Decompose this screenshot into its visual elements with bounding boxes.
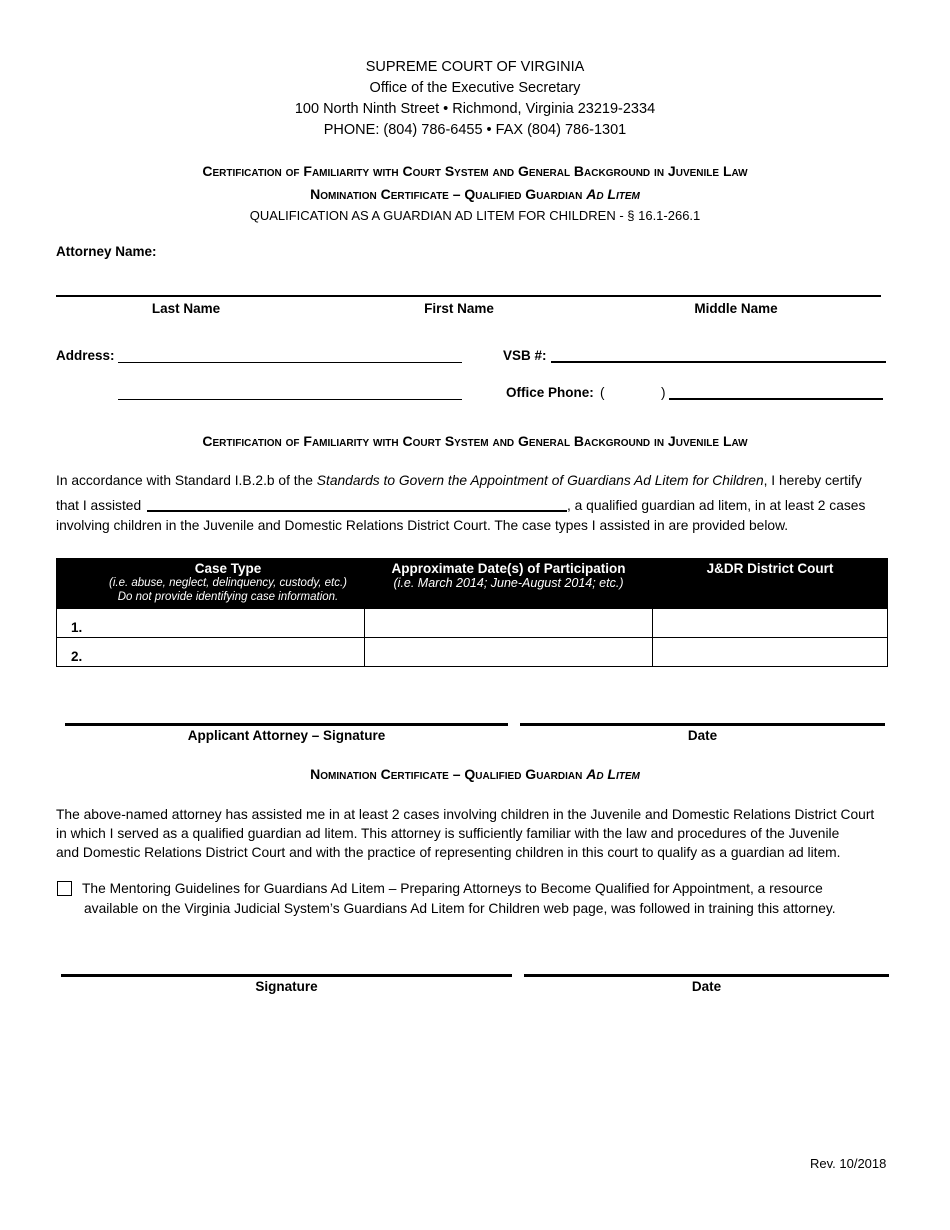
nomination-paragraph-line3: and Domestic Relations District Court and with the practice of representing children in this court to qualify as a guardian ad litem. bbox=[56, 845, 841, 860]
attorney-name-label: Attorney Name: bbox=[56, 244, 157, 259]
nomination-heading-text: Nomination Certificate – Qualified Guardian bbox=[310, 766, 587, 782]
table-row bbox=[57, 609, 888, 638]
participation-dates-example: (i.e. March 2014; June-August 2014; etc.) bbox=[393, 576, 624, 590]
jdr-court-header bbox=[653, 559, 888, 609]
office-phone-label: Office Phone: bbox=[506, 385, 594, 400]
nomination-heading-italic: Ad Litem bbox=[586, 766, 640, 782]
first-name-label: First Name bbox=[424, 301, 494, 316]
applicant-signature-label: Applicant Attorney – Signature bbox=[187, 728, 386, 743]
certification-paragraph-line2-b: , a qualified guardian ad litem, in at least 2 cases bbox=[567, 498, 866, 513]
certification-heading: Certification of Familiarity with Court System and General Background in Juvenile Law bbox=[202, 433, 748, 449]
nominator-date-label: Date bbox=[691, 979, 722, 994]
office-address: 100 North Ninth Street • Richmond, Virginia 23219-2334 bbox=[294, 101, 656, 117]
nomination-paragraph-line2: in which I served as a qualified guardian ad litem. This attorney is sufficiently familiar with the law and procedures of the Juvenile bbox=[56, 826, 840, 841]
row-number-header bbox=[57, 559, 92, 609]
jdr-court-cell-2[interactable] bbox=[653, 638, 888, 667]
nomination-paragraph-line1: The above-named attorney has assisted me in at least 2 cases involving children in the Juvenile and Domestic Relations District Court bbox=[56, 807, 875, 822]
cert-text-b: , I hereby certify bbox=[763, 473, 862, 488]
form-qualification-line: QUALIFICATION AS A GUARDIAN AD LITEM FOR CHILDREN - § 16.1-266.1 bbox=[249, 208, 701, 223]
row-number: 1. bbox=[71, 620, 83, 635]
jdr-court-title: J&DR District Court bbox=[706, 561, 834, 576]
applicant-date-label: Date bbox=[687, 728, 718, 743]
form-subtitle-italic: Ad Litem bbox=[586, 186, 640, 202]
certification-paragraph-line3: involving children in the Juvenile and Domestic Relations District Court. The case types I assisted in are provided below. bbox=[56, 518, 789, 533]
form-subtitle bbox=[0, 186, 950, 202]
nomination-heading bbox=[0, 766, 950, 782]
vsb-number-field[interactable] bbox=[551, 361, 886, 363]
case-type-title: Case Type bbox=[194, 561, 262, 576]
court-name: SUPREME COURT OF VIRGINIA bbox=[365, 59, 585, 75]
participation-dates-title: Approximate Date(s) of Participation bbox=[391, 561, 626, 576]
nominator-signature-field[interactable] bbox=[61, 974, 512, 977]
office-phone-fax: PHONE: (804) 786-6455 • FAX (804) 786-1301 bbox=[323, 122, 627, 138]
attorney-name-field[interactable] bbox=[56, 295, 881, 297]
revision-date: Rev. 10/2018 bbox=[810, 1156, 887, 1171]
case-type-example: (i.e. abuse, neglect, delinquency, custody, etc.) bbox=[108, 577, 347, 589]
applicant-date-field[interactable] bbox=[520, 723, 885, 726]
case-type-header bbox=[92, 559, 365, 609]
office-name: Office of the Executive Secretary bbox=[369, 80, 581, 96]
participation-dates-header bbox=[365, 559, 653, 609]
mentoring-guidelines-line2: available on the Virginia Judicial System’s Guardians Ad Litem for Children web page, was followed in training this attorney. bbox=[84, 901, 836, 916]
form-title: Certification of Familiarity with Court System and General Background in Juvenile Law bbox=[202, 163, 748, 179]
certification-paragraph-line2-a: that I assisted bbox=[56, 498, 142, 513]
applicant-signature-field[interactable] bbox=[65, 723, 508, 726]
nominator-date-field[interactable] bbox=[524, 974, 889, 977]
address-line1-field[interactable] bbox=[118, 362, 462, 363]
form-subtitle-text: Nomination Certificate – Qualified Guardian bbox=[310, 186, 587, 202]
cert-text-a: In accordance with Standard I.B.2.b of the bbox=[56, 473, 317, 488]
table-row bbox=[57, 638, 888, 667]
participation-dates-cell-2[interactable] bbox=[365, 638, 653, 667]
table-header-row bbox=[57, 559, 888, 609]
mentoring-guidelines-checkbox[interactable] bbox=[57, 881, 72, 896]
vsb-label: VSB #: bbox=[503, 348, 547, 363]
participation-dates-cell-1[interactable] bbox=[365, 609, 653, 638]
case-type-cell-1[interactable] bbox=[57, 609, 365, 638]
last-name-label: Last Name bbox=[151, 301, 221, 316]
certification-paragraph-line1 bbox=[56, 471, 862, 491]
mentoring-guidelines-line1: The Mentoring Guidelines for Guardians Ad Litem – Preparing Attorneys to Become Qualified for Appointment, a resource bbox=[82, 881, 823, 896]
case-type-cell-2[interactable] bbox=[57, 638, 365, 667]
address-line2-field[interactable] bbox=[118, 399, 462, 400]
phone-area-close: ) bbox=[661, 385, 666, 400]
address-label: Address: bbox=[56, 348, 115, 363]
case-types-table bbox=[56, 558, 888, 667]
nominator-signature-label: Signature bbox=[255, 979, 318, 994]
middle-name-label: Middle Name bbox=[694, 301, 778, 316]
phone-area-open: ( bbox=[600, 385, 605, 400]
standards-title: Standards to Govern the Appointment of Guardians Ad Litem for Children bbox=[316, 473, 764, 488]
office-phone-field[interactable] bbox=[669, 398, 883, 400]
jdr-court-cell-1[interactable] bbox=[653, 609, 888, 638]
row-number: 2. bbox=[71, 649, 83, 664]
qualified-gal-name-field[interactable] bbox=[147, 510, 567, 512]
case-type-note: Do not provide identifying case information. bbox=[117, 591, 339, 603]
